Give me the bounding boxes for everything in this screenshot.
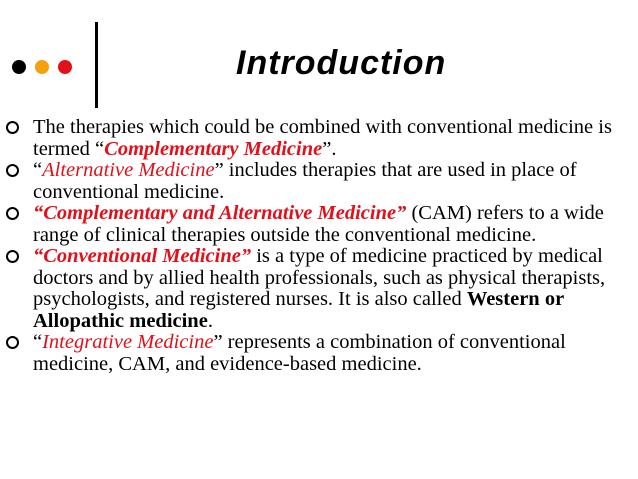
bullet-list [6,117,631,375]
bullet-term: Integrative Medicine [42,331,214,353]
bullet-text: “ [33,159,43,181]
bullet-text: The therapies which could be combined with conventional medicine is termed “ [33,116,612,160]
bullet-term: Complementary Medicine [104,137,323,160]
bullet-text: “ [33,331,43,353]
bullet-circle-icon [6,207,19,220]
slide-title: Introduction [236,44,447,82]
accent-dot-red [58,60,72,74]
accent-dots [12,60,72,74]
bullet-text: ”. [322,137,337,160]
bullet-text: (CAM) refers to a wide range of clinical therapies outside the conventional medicine. [33,202,604,246]
bullet-text: ” represents a combination of conventional medicine, CAM, and evidence-based medicine. [33,331,566,375]
bullet-text: is a type of medicine practiced by medical doctors and by allied health professionals, such as physical therapists, psychologists, and registered nurses. It is also called [33,245,606,310]
bullet-strong-term: Western or Allopathic medicine [33,288,564,332]
bullet-circle-icon [6,336,19,349]
accent-dot-black [12,60,26,74]
bullet-circle-icon [6,121,19,134]
bullet-circle-icon [6,250,19,263]
title-divider [95,22,98,108]
bullet-text: ” includes therapies that are used in place of conventional medicine. [33,159,577,203]
bullet-item-alternative [6,160,631,203]
bullet-item-integrative [6,332,631,375]
bullet-term: “Conventional Medicine” [33,245,252,267]
bullet-item-conventional [6,246,631,332]
bullet-text: . [207,309,213,332]
accent-dot-orange [35,60,49,74]
bullet-term: “Complementary and Alternative Medicine” [33,202,407,224]
bullet-circle-icon [6,164,19,177]
bullet-item-complementary [6,117,631,160]
bullet-item-cam [6,203,631,246]
bullet-term: Alternative Medicine [42,159,215,181]
